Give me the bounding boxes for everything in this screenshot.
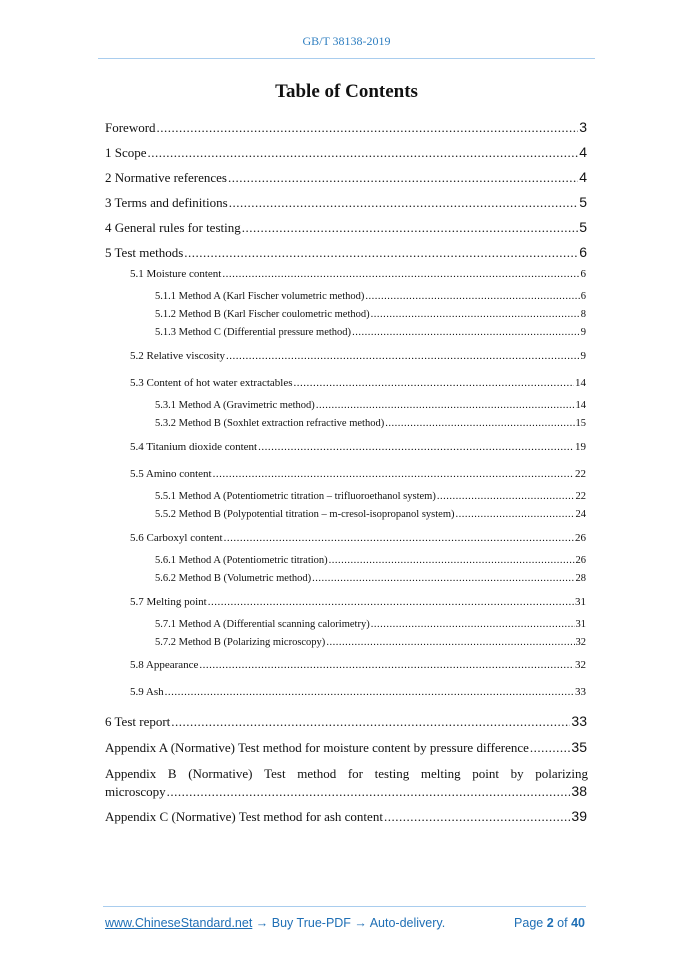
- toc-entry-label: 5.4 Titanium dioxide content: [130, 441, 258, 453]
- toc-entry[interactable]: [155, 637, 586, 648]
- toc-entry-label: 5.5.1 Method A (Potentiometric titration – trifluoroethanol system): [155, 491, 436, 502]
- of-word: of: [557, 916, 568, 930]
- toc-word: B: [167, 766, 177, 781]
- toc-entry-label: 5.5 Amino content: [130, 468, 212, 480]
- toc-entry[interactable]: [155, 400, 586, 411]
- toc-entry[interactable]: [155, 327, 586, 338]
- toc-entry[interactable]: [130, 596, 586, 608]
- toc-word: point: [472, 766, 499, 781]
- toc-entry-line[interactable]: [105, 766, 588, 782]
- toc-entry-label: 5.1.3 Method C (Differential pressure method): [155, 327, 352, 338]
- toc-entry[interactable]: [105, 739, 587, 756]
- toc-word: Test: [264, 766, 286, 781]
- toc-entry-label: 5.6.2 Method B (Volumetric method): [155, 573, 312, 584]
- dot-leader: [229, 195, 579, 211]
- toc-entry-label: Foreword: [105, 120, 156, 135]
- toc-entry-page: 38: [571, 783, 587, 799]
- toc-word: Appendix: [105, 766, 157, 781]
- dot-leader: [316, 400, 575, 411]
- toc-entry-page: 5: [579, 194, 587, 210]
- toc-entry-label: Appendix A (Normative) Test method for moisture content by pressure difference: [105, 740, 529, 755]
- toc-entry-label: 5.7.2 Method B (Polarizing microscopy): [155, 637, 326, 648]
- dot-leader: [326, 637, 574, 648]
- toc-entry[interactable]: [130, 686, 586, 698]
- website-link[interactable]: www.ChineseStandard.net: [105, 916, 253, 930]
- toc-entry-page: 26: [575, 555, 586, 566]
- document-header-id: GB/T 38138-2019: [302, 34, 391, 48]
- toc-entry-page: 6: [580, 268, 586, 280]
- toc-entry-page: 9: [580, 327, 586, 338]
- toc-entry[interactable]: [130, 268, 586, 280]
- dot-leader: [199, 659, 574, 671]
- toc-entry[interactable]: [105, 169, 587, 186]
- toc-entry-page: 31: [575, 619, 586, 630]
- toc-entry[interactable]: [105, 783, 587, 800]
- toc-entry-label: 5.1 Moisture content: [130, 268, 222, 280]
- toc-entry-page: 6: [580, 291, 586, 302]
- toc-entry-page: 24: [575, 509, 586, 520]
- toc-entry-page: 14: [575, 400, 586, 411]
- toc-entry[interactable]: [105, 808, 587, 825]
- toc-entry-label: microscopy: [105, 784, 166, 799]
- toc-entry-page: 32: [575, 637, 586, 648]
- toc-entry-label: 5.5.2 Method B (Polypotential titration – m-cresol-isopropanol system): [155, 509, 455, 520]
- toc-entry-label: 5 Test methods: [105, 245, 184, 260]
- toc-entry[interactable]: [130, 377, 586, 389]
- dot-leader: [365, 291, 579, 302]
- toc-entry-page: 3: [579, 119, 587, 135]
- dot-leader: [384, 809, 570, 825]
- toc-entry-page: 15: [575, 418, 586, 429]
- dot-leader: [171, 714, 570, 730]
- toc-entry[interactable]: [155, 555, 586, 566]
- toc-entry[interactable]: [130, 659, 586, 671]
- toc-entry-label: 5.6 Carboxyl content: [130, 532, 223, 544]
- toc-entry-label: 5.8 Appearance: [130, 659, 199, 671]
- toc-entry-page: 9: [580, 350, 586, 362]
- toc-word: for: [347, 766, 363, 781]
- toc-entry-label: 5.6.1 Method A (Potentiometric titration): [155, 555, 328, 566]
- toc-entry[interactable]: [155, 509, 586, 520]
- dot-leader: [228, 170, 578, 186]
- toc-entry[interactable]: [105, 713, 587, 730]
- toc-entry-label: 5.1.2 Method B (Karl Fischer coulometric method): [155, 309, 370, 320]
- toc-word: testing: [374, 766, 410, 781]
- toc-entry-label: 5.3 Content of hot water extractables: [130, 377, 293, 389]
- dot-leader: [165, 686, 574, 698]
- toc-entry[interactable]: [130, 468, 586, 480]
- page-total: 40: [571, 916, 585, 930]
- toc-entry-page: 8: [580, 309, 586, 320]
- footer-divider: [103, 906, 586, 907]
- toc-word: (Normative): [188, 766, 253, 781]
- toc-entry-label: 5.9 Ash: [130, 686, 164, 698]
- toc-entry-page: 28: [575, 573, 586, 584]
- dot-leader: [226, 350, 579, 362]
- dot-leader: [530, 740, 571, 756]
- page-title: Table of Contents: [275, 81, 418, 102]
- dot-leader: [329, 555, 575, 566]
- footer: [105, 916, 585, 930]
- toc-entry-page: 35: [571, 739, 587, 755]
- dot-leader: [312, 573, 574, 584]
- toc-entry-label: 3 Terms and definitions: [105, 195, 228, 210]
- toc-word: polarizing: [535, 766, 588, 781]
- page-current: 2: [546, 916, 554, 930]
- toc-entry-label: 5.7 Melting point: [130, 596, 207, 608]
- dot-leader: [157, 120, 579, 136]
- dot-leader: [258, 441, 574, 453]
- toc-entry-page: 22: [575, 491, 586, 502]
- dot-leader: [167, 784, 571, 800]
- toc-entry-label: 1 Scope: [105, 145, 147, 160]
- toc-entry-label: 5.1.1 Method A (Karl Fischer volumetric method): [155, 291, 365, 302]
- toc-entry-label: Appendix C (Normative) Test method for ash content: [105, 809, 383, 824]
- toc-entry-label: 5.7.1 Method A (Differential scanning calorimetry): [155, 619, 370, 630]
- dot-leader: [437, 491, 575, 502]
- toc-entry-page: 22: [575, 468, 586, 480]
- toc-entry-label: 5.3.1 Method A (Gravimetric method): [155, 400, 315, 411]
- toc-entry-page: 4: [579, 144, 587, 160]
- toc-entry-page: 39: [571, 808, 587, 824]
- toc-entry-page: 31: [575, 596, 586, 608]
- toc-word: melting: [420, 766, 461, 781]
- toc-entry-page: 4: [579, 169, 587, 185]
- toc-entry[interactable]: [155, 491, 586, 502]
- toc-entry[interactable]: [105, 219, 587, 236]
- toc-entry-page: 32: [575, 659, 586, 671]
- dot-leader: [352, 327, 580, 338]
- toc-entry-label: 4 General rules for testing: [105, 220, 241, 235]
- toc-entry[interactable]: [105, 194, 587, 211]
- toc-entry-page: 14: [575, 377, 586, 389]
- toc-entry[interactable]: [105, 144, 587, 161]
- dot-leader: [385, 418, 574, 429]
- toc-entry[interactable]: [155, 573, 586, 584]
- toc-entry[interactable]: [155, 418, 586, 429]
- dot-leader: [222, 268, 579, 280]
- toc-word: method: [297, 766, 337, 781]
- toc-entry-page: 33: [571, 713, 587, 729]
- toc-entry-label: 2 Normative references: [105, 170, 227, 185]
- toc-entry-label: 5.3.2 Method B (Soxhlet extraction refractive method): [155, 418, 385, 429]
- toc-entry-label: 6 Test report: [105, 714, 171, 729]
- toc-entry-page: 6: [579, 244, 587, 260]
- page-word: Page: [514, 916, 544, 930]
- dot-leader: [371, 619, 575, 630]
- dot-leader: [242, 220, 578, 236]
- toc-entry[interactable]: [130, 532, 586, 544]
- page-indicator: [514, 916, 585, 930]
- dot-leader: [294, 377, 574, 389]
- header-divider: [98, 58, 595, 59]
- toc-entry-label: 5.2 Relative viscosity: [130, 350, 226, 362]
- toc-entry-page: 26: [575, 532, 586, 544]
- toc-entry-page: 5: [579, 219, 587, 235]
- dot-leader: [456, 509, 575, 520]
- toc-entry[interactable]: [155, 619, 586, 630]
- dot-leader: [148, 145, 579, 161]
- toc-entry[interactable]: [105, 244, 587, 261]
- toc-entry-page: 19: [575, 441, 586, 453]
- toc-entry[interactable]: [155, 291, 586, 302]
- toc-entry-page: 33: [575, 686, 586, 698]
- dot-leader: [224, 532, 574, 544]
- dot-leader: [213, 468, 574, 480]
- toc-entry[interactable]: [130, 441, 586, 453]
- toc-entry[interactable]: [105, 119, 587, 136]
- dot-leader: [184, 245, 578, 261]
- toc-entry[interactable]: [130, 350, 586, 362]
- toc-word: by: [510, 766, 524, 781]
- dot-leader: [371, 309, 580, 320]
- toc-entry[interactable]: [155, 309, 586, 320]
- footer-promo-text: → Buy True-PDF → Auto-delivery.: [252, 916, 446, 930]
- dot-leader: [208, 596, 574, 608]
